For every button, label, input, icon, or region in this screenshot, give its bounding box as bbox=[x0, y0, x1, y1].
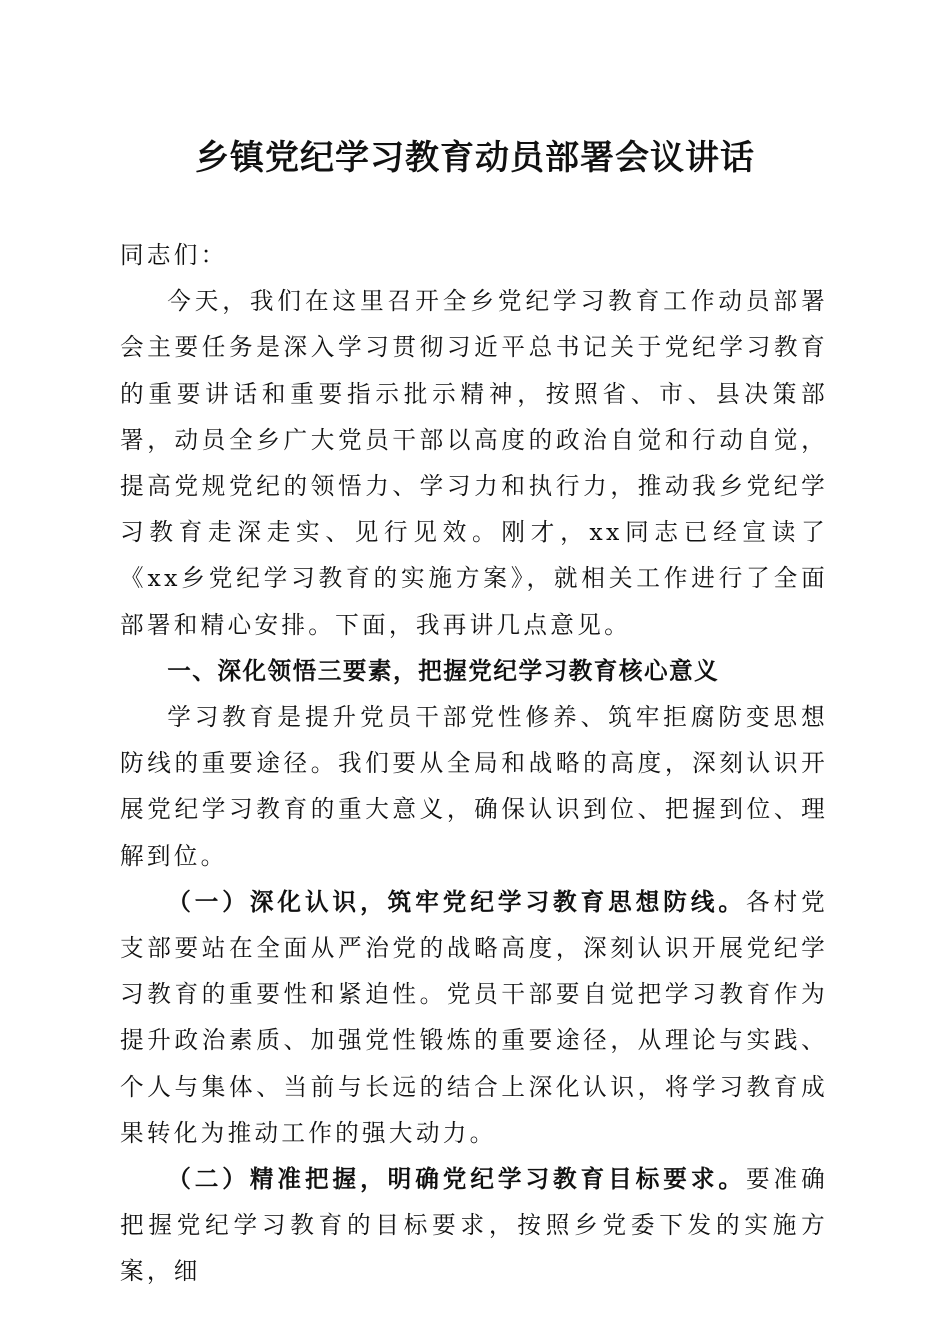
salutation: 同志们： bbox=[120, 241, 228, 269]
item-1-paragraph bbox=[120, 879, 828, 1156]
item-2-paragraph bbox=[120, 1156, 828, 1295]
section-1-heading: 一、深化领悟三要素，把握党纪学习教育核心意义 bbox=[167, 656, 720, 685]
item-2-body: 要准确把握党纪学习教育的目标要求，按照乡党委下发的实施方案，细 bbox=[120, 1165, 828, 1286]
intro-paragraph: 今天，我们在这里召开全乡党纪学习教育工作动员部署会主要任务是深入学习贯彻习近平总书记关于党纪学习教育的重要讲话和重要指示批示精神，按照省、市、县决策部署，动员全乡广大党员干部以高度的政治自觉和行动自觉，提高党规党纪的领悟力、学习力和执行力，推动我乡党纪学习教育走深走实、见行见效。刚才，xx同志已经宣读了《xx乡党纪学习教育的实施方案》，就相关工作进行了全面部署和精心安排。下面，我再讲几点意见。 bbox=[120, 287, 828, 639]
item-1-body: 各村党支部要站在全面从严治党的战略高度，深刻认识开展党纪学习教育的重要性和紧迫性。党员干部要自觉把学习教育作为提升政治素质、加强党性锻炼的重要途径，从理论与实践、个人与集体、当前与长远的结合上深化认识，将学习教育成果转化为推动工作的强大动力。 bbox=[120, 887, 828, 1147]
document-body bbox=[120, 232, 828, 1295]
document-title: 乡镇党纪学习教育动员部署会议讲话 bbox=[195, 138, 755, 178]
item-1-lead: （一）深化认识，筑牢党纪学习教育思想防线。 bbox=[167, 887, 746, 916]
item-2-lead: （二）精准把握，明确党纪学习教育目标要求。 bbox=[167, 1165, 746, 1194]
section-1-paragraph: 学习教育是提升党员干部党性修养、筑牢拒腐防变思想防线的重要途径。我们要从全局和战略的高度，深刻认识开展党纪学习教育的重大意义，确保认识到位、把握到位、理解到位。 bbox=[120, 703, 828, 870]
